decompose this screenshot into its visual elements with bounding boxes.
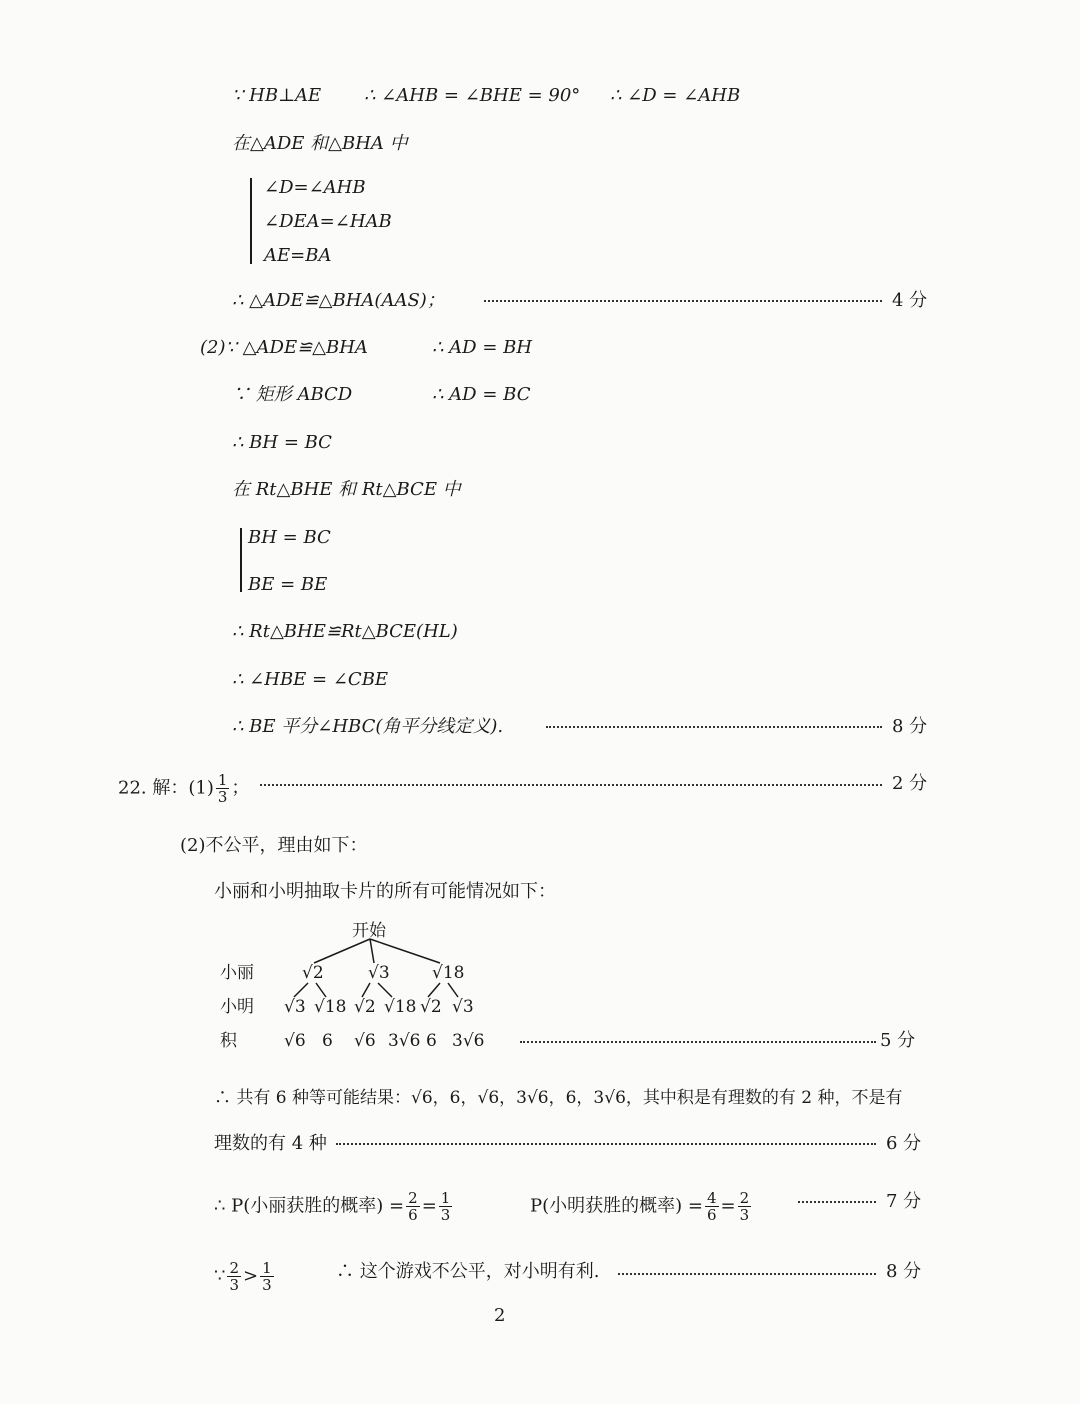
tree-product: 6 — [322, 1031, 333, 1051]
tree-node: √18 — [384, 997, 417, 1017]
fraction — [227, 1260, 241, 1293]
conclusion-unfair: ∴ 这个游戏不公平，对小明有利. — [336, 1261, 600, 1282]
leader-dots — [546, 726, 882, 728]
leader-dots — [484, 300, 882, 302]
tree-row2-label: 小明 — [220, 997, 254, 1017]
tree-node: √18 — [432, 963, 465, 983]
tree-node: √3 — [452, 997, 474, 1017]
semicolon: ； — [231, 777, 250, 799]
leader-dots — [336, 1143, 876, 1145]
question-number: 22. 解：(1) — [118, 777, 214, 799]
fraction-denominator: 3 — [217, 788, 228, 806]
bh-equals-bc: ∴ BH = BC — [232, 432, 332, 453]
score-label: 2 分 — [892, 773, 928, 794]
rectangle-abcd: ∵ 矩形 ABCD — [232, 384, 353, 405]
score-label: 6 分 — [886, 1133, 922, 1154]
fraction-denominator: 3 — [440, 1206, 451, 1224]
fraction-denominator: 3 — [262, 1276, 272, 1294]
tree-node: √2 — [302, 963, 324, 983]
part2-unfair: (2)不公平，理由如下： — [180, 835, 368, 856]
line-congruent-hl: ∴ Rt△BHE≌Rt△BCE(HL) — [232, 621, 458, 642]
tree-product: 6 — [426, 1031, 437, 1051]
cases-intro: 小丽和小明抽取卡片的所有可能情况如下： — [214, 881, 556, 902]
fraction — [705, 1190, 719, 1223]
results-line2: 理数的有 4 种 — [214, 1133, 327, 1154]
line-angle-d-ahb: ∴ ∠D = ∠AHB — [610, 85, 741, 106]
equals-sign: = — [421, 1195, 437, 1217]
fraction-numerator: 1 — [262, 1259, 272, 1277]
equals-sign: = — [720, 1195, 736, 1217]
system2-line1: BH = BC — [248, 527, 331, 548]
tree-lines — [210, 915, 490, 1005]
tree-product: √6 — [354, 1031, 376, 1051]
tree-row3-label: 积 — [220, 1031, 237, 1051]
comparison-line — [214, 1260, 276, 1293]
fraction-numerator: 2 — [229, 1259, 239, 1277]
results-line1: ∴ 共有 6 种等可能结果：√6，6，√6，3√6，6，3√6，其中积是有理数的有 2 种，不是有 — [214, 1088, 903, 1108]
system1-line1: ∠D=∠AHB — [264, 177, 366, 198]
tree-product: 3√6 — [388, 1031, 421, 1051]
probability-label: P(小明获胜的概率) = — [530, 1195, 703, 1217]
system1-line3: AE=BA — [264, 245, 332, 266]
line-right-triangles: 在 Rt△BHE 和 Rt△BCE 中 — [232, 479, 461, 500]
probability-xiaoming — [530, 1190, 753, 1223]
because-symbol: ∵ — [214, 1265, 226, 1287]
tree-node: √3 — [368, 963, 390, 983]
tree-product: 3√6 — [452, 1031, 485, 1051]
tree-node: √18 — [314, 997, 347, 1017]
leader-dots — [618, 1273, 876, 1275]
tree-node: √2 — [354, 997, 376, 1017]
line-be-bisects: ∴ BE 平分∠HBC(角平分线定义). — [232, 716, 504, 737]
ad-equals-bc: ∴ AD = BC — [432, 384, 531, 405]
fraction — [216, 772, 230, 805]
part2-ad-bh: ∴ AD = BH — [432, 337, 533, 358]
fraction — [738, 1190, 752, 1223]
line-triangles-ade-bha: 在△ADE 和△BHA 中 — [232, 133, 408, 154]
system2-line2: BE = BE — [248, 574, 328, 595]
fraction-denominator: 6 — [706, 1206, 717, 1224]
score-label: 4 分 — [892, 290, 928, 311]
probability-label: ∴ P(小丽获胜的概率) = — [214, 1195, 405, 1217]
probability-xiaoli — [214, 1190, 454, 1223]
system1-line2: ∠DEA=∠HAB — [264, 211, 392, 232]
score-label: 7 分 — [886, 1191, 922, 1212]
greater-than-sign: > — [243, 1265, 259, 1287]
fraction-denominator: 3 — [229, 1276, 239, 1294]
leader-dots — [798, 1201, 876, 1203]
page-number: 2 — [494, 1305, 506, 1326]
fraction-numerator: 1 — [217, 771, 228, 789]
fraction-numerator: 1 — [440, 1189, 451, 1207]
tree-product: √6 — [284, 1031, 306, 1051]
fraction — [406, 1190, 420, 1223]
part2-congruent: (2)∵ △ADE≌△BHA — [200, 337, 368, 358]
tree-node: √3 — [284, 997, 306, 1017]
question-22-part1 — [118, 772, 249, 805]
line-angle-hbe-cbe: ∴ ∠HBE = ∠CBE — [232, 669, 389, 690]
fraction-numerator: 2 — [408, 1189, 418, 1207]
line-hb-perp-ae: ∵ HB⊥AE — [232, 85, 322, 106]
fraction-numerator: 4 — [706, 1189, 717, 1207]
score-label: 8 分 — [892, 716, 928, 737]
score-label: 8 分 — [886, 1261, 922, 1282]
fraction — [260, 1260, 274, 1293]
fraction-denominator: 3 — [739, 1206, 750, 1224]
fraction — [439, 1190, 453, 1223]
tree-node: √2 — [420, 997, 442, 1017]
fraction-denominator: 6 — [408, 1206, 418, 1224]
line-congruent-aas: ∴ △ADE≌△BHA(AAS)； — [232, 290, 445, 311]
tree-row1-label: 小丽 — [220, 963, 254, 983]
line-angle-ahb-bhe: ∴ ∠AHB = ∠BHE = 90° — [364, 85, 581, 106]
score-label: 5 分 — [880, 1030, 916, 1051]
leader-dots — [520, 1041, 876, 1043]
tree-root: 开始 — [352, 921, 386, 941]
system-brace-1 — [250, 178, 252, 264]
fraction-numerator: 2 — [739, 1189, 750, 1207]
leader-dots — [260, 784, 882, 786]
system-brace-2 — [240, 528, 242, 592]
